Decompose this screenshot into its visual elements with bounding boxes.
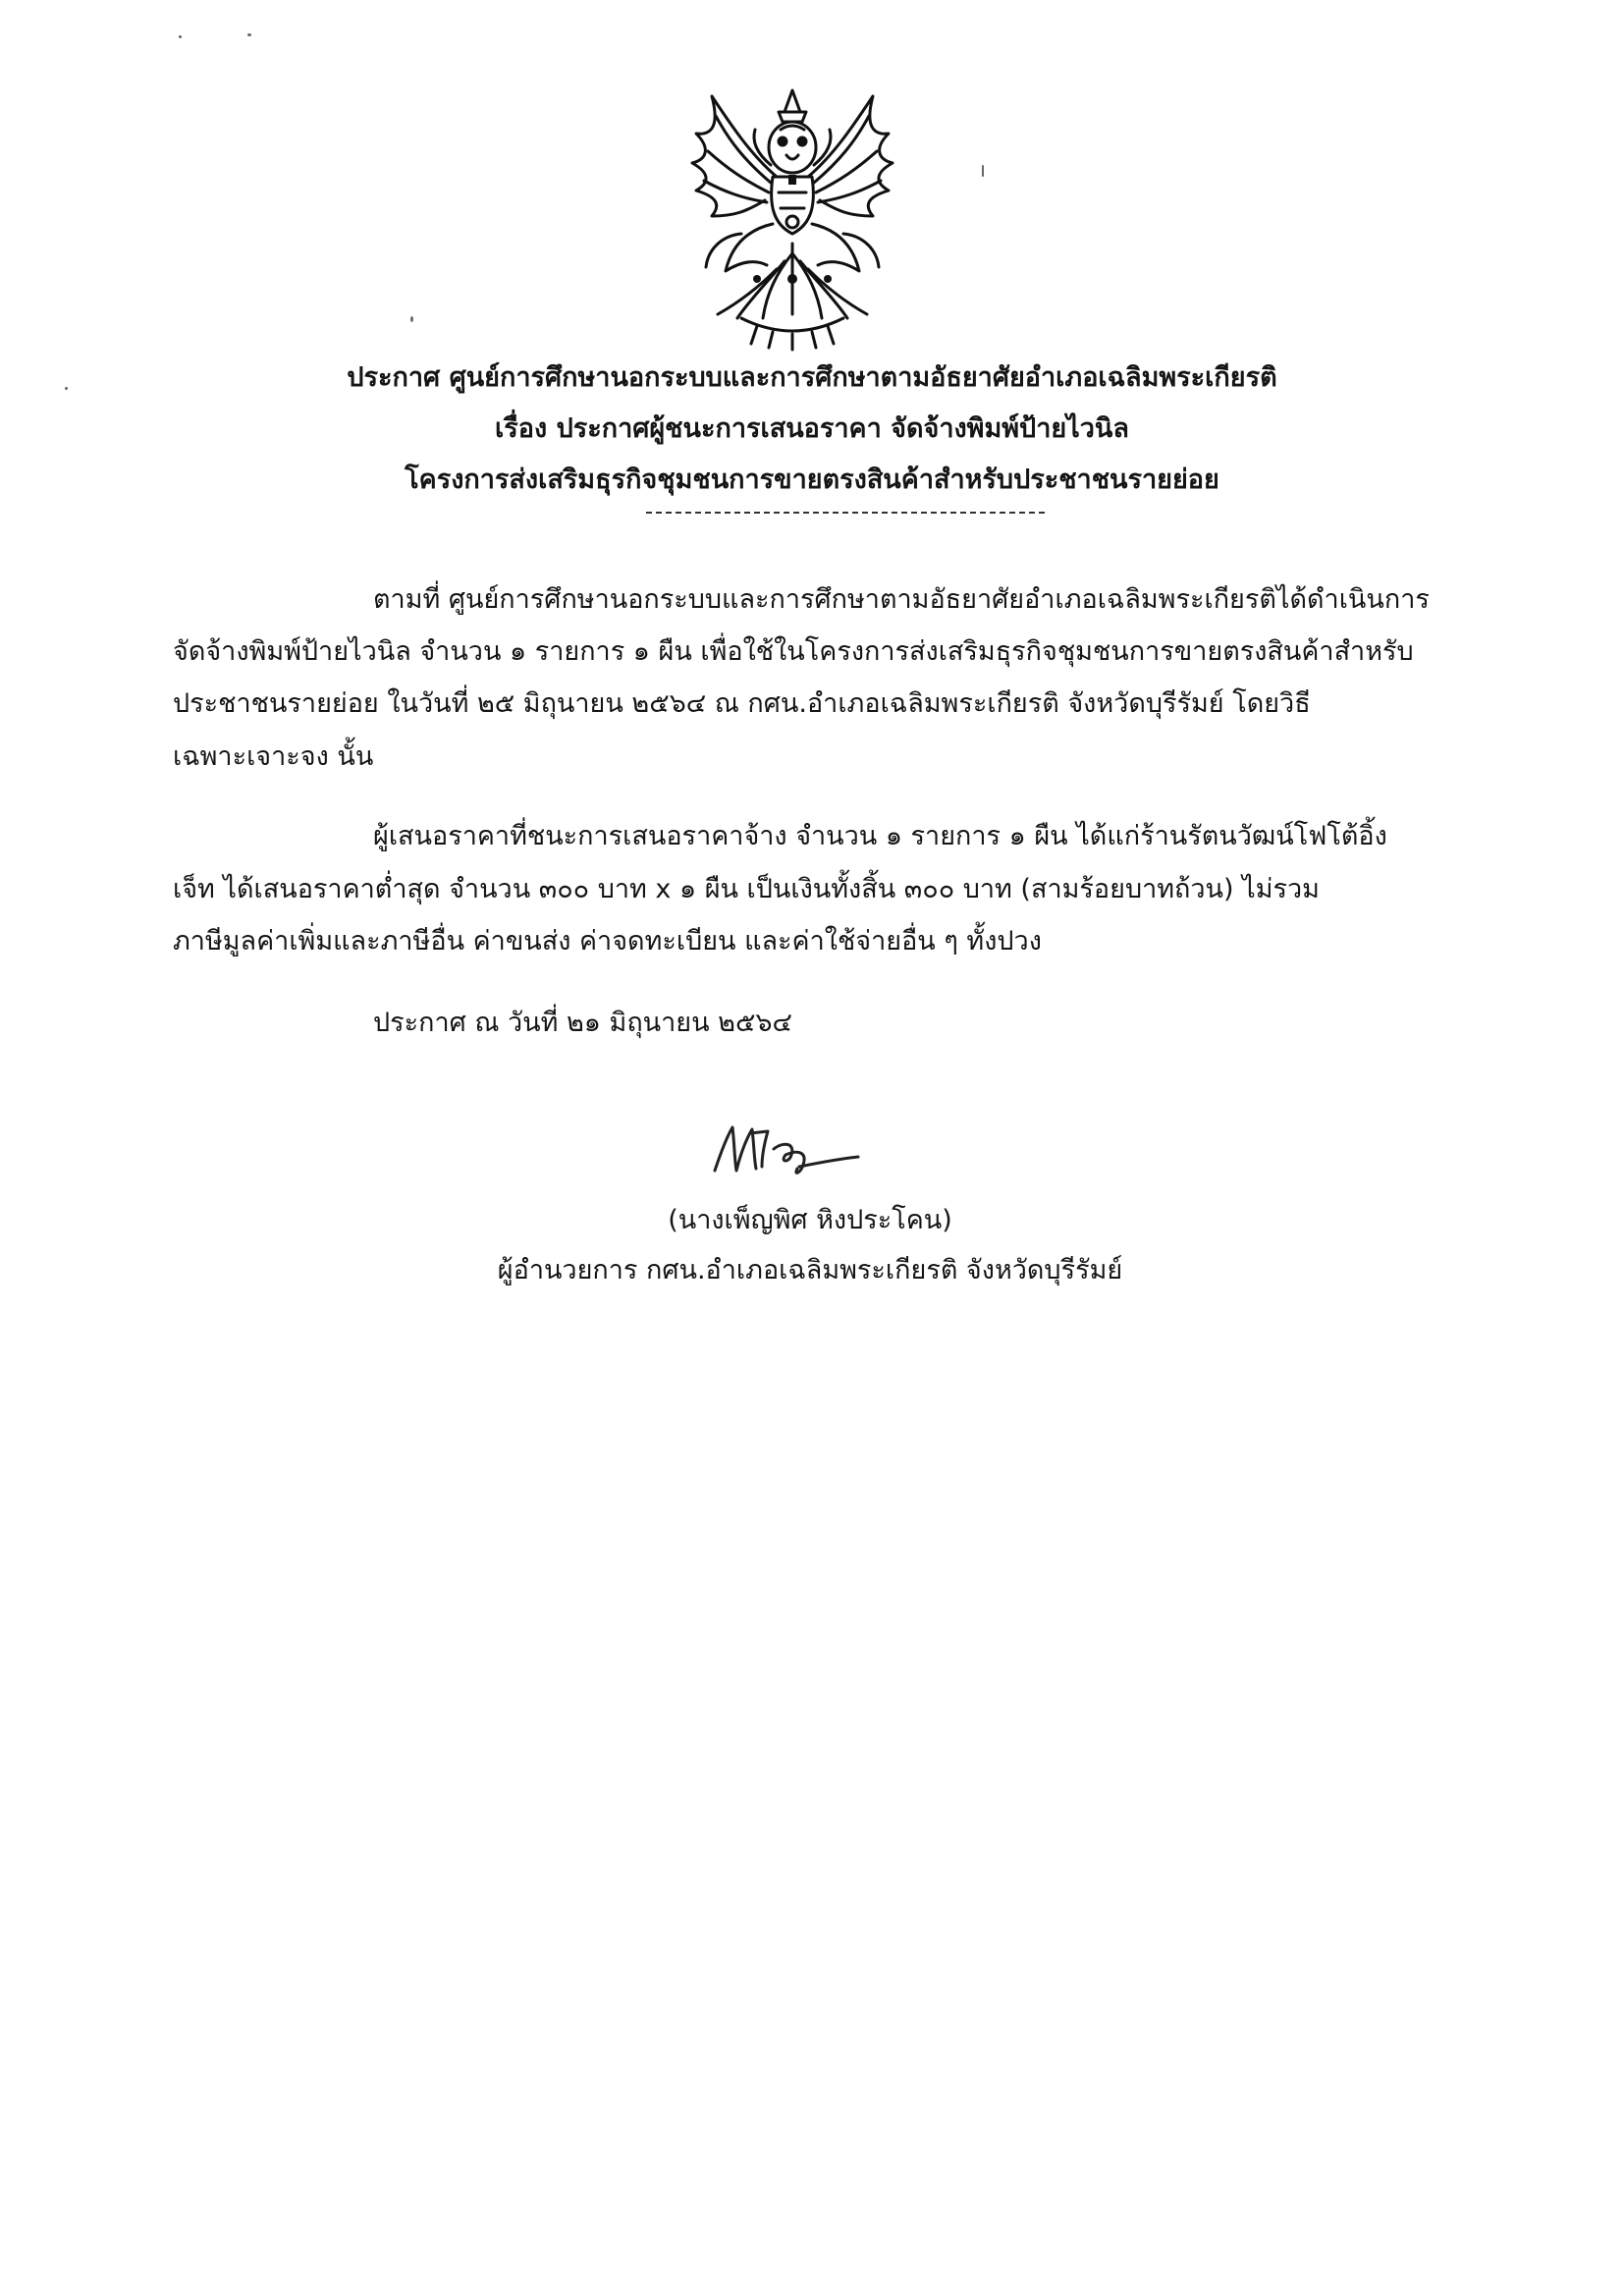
paragraph-2-line: เจ็ท ได้เสนอราคาต่ำสุด จำนวน ๓๐๐ บาท x ๑ ผืน เป็นเงินทั้งสิ้น ๓๐๐ บาท (สามร้อยบาทถ้วน) ไม่รวม <box>173 874 1320 904</box>
announcement-title: ประกาศ ศูนย์การศึกษานอกระบบและการศึกษาตามอัธยาศัยอำเภอเฉลิมพระเกียรติ <box>347 362 1277 393</box>
scan-speck <box>247 33 251 36</box>
paragraph-1-line: เฉพาะเจาะจง นั้น <box>173 741 374 772</box>
scan-speck <box>179 35 182 38</box>
scan-speck <box>410 316 413 322</box>
paragraph-1-line: ประชาชนรายย่อย ในวันที่ ๒๕ มิถุนายน ๒๕๖๔ ณ กศน.อำเภอเฉลิมพระเกียรติ จังหวัดบุรีรัมย์ โดยวิธี <box>173 688 1311 719</box>
paragraph-1-line: ตามที่ ศูนย์การศึกษานอกระบบและการศึกษาตามอัธยาศัยอำเภอเฉลิมพระเกียรติได้ดำเนินการ <box>373 584 1430 615</box>
handwritten-signature <box>705 1120 862 1184</box>
signatory-position: ผู้อำนวยการ กศน.อำเภอเฉลิมพระเกียรติ จังหวัดบุรีรัมย์ <box>497 1255 1123 1285</box>
paragraph-1-line: จัดจ้างพิมพ์ป้ายไวนิล จำนวน ๑ รายการ ๑ ผืน เพื่อใช้ในโครงการส่งเสริมธุรกิจชุมชนการขายตรงสินค้าสำหรับ <box>173 636 1414 667</box>
garuda-emblem-icon <box>682 86 902 352</box>
paragraph-2-line: ภาษีมูลค่าเพิ่มและภาษีอื่น ค่าขนส่ง ค่าจดทะเบียน และค่าใช้จ่ายอื่น ๆ ทั้งปวง <box>173 926 1042 957</box>
scan-speck <box>982 165 984 177</box>
paragraph-2-line: ผู้เสนอราคาที่ชนะการเสนอราคาจ้าง จำนวน ๑ รายการ ๑ ผืน ได้แก่ร้านรัตนวัฒน์โฟโต้อิ้ง <box>373 821 1387 851</box>
announcement-date: ประกาศ ณ วันที่ ๒๑ มิถุนายน ๒๕๖๔ <box>373 1008 792 1038</box>
announcement-subject: เรื่อง ประกาศผู้ชนะการเสนอราคา จัดจ้างพิมพ์ป้ายไวนิล <box>495 413 1129 444</box>
header-divider <box>646 512 1045 514</box>
scan-speck <box>65 387 68 390</box>
signatory-name: (นางเพ็ญพิศ หิงประโคน) <box>668 1205 952 1235</box>
announcement-project: โครงการส่งเสริมธุรกิจชุมชนการขายตรงสินค้าสำหรับประชาชนรายย่อย <box>405 465 1219 495</box>
